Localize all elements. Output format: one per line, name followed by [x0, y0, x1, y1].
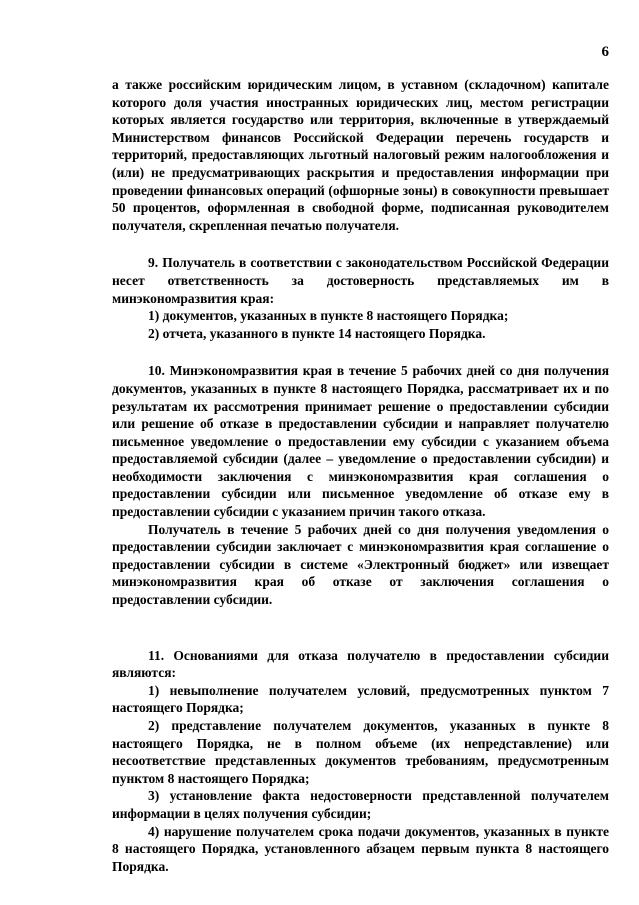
- paragraph-item-9-1: 1) документов, указанных в пункте 8 настоящего Порядка;: [148, 308, 509, 324]
- paragraph-item-11: 11. Основаниями для отказа получателю в предоставлении субсидии являются:: [112, 647, 609, 681]
- paragraph-item-11-1: 1) невыполнение получателем условий, предусмотренных пунктом 7 настоящего Порядка;: [112, 682, 609, 716]
- paragraph-continuation: а также российским юридическим лицом, в уставном (складочном) капитале которого доля участия иностранных юридических лиц, местом регистрации которых является государство или территория, включенные в утверждаемый Министерством финансов Российской Федерации перечень государств и территорий, предоставляющих льготный налоговый режим налогообложения и (или) не предусматривающих раскрытия и предоставления информации при проведении финансовых операций (офшорные зоны) в совокупности превышает 50 процентов, оформленная в свободной форме, подписанная руководителем получателя, скрепленная печатью получателя.: [112, 77, 609, 233]
- paragraph-item-11-3: 3) установление факта недостоверности представленной получателем информации в целях получения субсидии;: [112, 788, 609, 821]
- paragraph-item-10: 10. Минэкономразвития края в течение 5 рабочих дней со дня получения документов, указанных в пункте 8 настоящего Порядка, рассматривает их и по результатам их рассмотрения принимает решение о предоставлении субсидии или решение об отказе в предоставлении субсидии и направляет получателю письменное уведомление о предоставлении ему субсидии с указанием объема предоставляемой субсидии (далее – уведомление о предоставлении субсидии) и необходимости заключения с минэкономразвития края соглашения о предоставлении субсидии или письменное уведомление об отказе ему в предоставлении субсидии с указанием причин такого отказа.: [112, 363, 609, 520]
- paragraph-item-11-4: 4) нарушение получателем срока подачи документов, указанных в пункте 8 настоящего Порядка, установленного абзацем первым пункта 8 настоящего Порядка.: [112, 823, 609, 874]
- paragraph-item-9: 9. Получатель в соответствии с законодательством Российской Федерации несет ответственность за достоверность представляемых им в минэкономразвития края:: [112, 255, 609, 306]
- document-body: [112, 76, 609, 875]
- page-number: 6: [601, 44, 609, 60]
- paragraph-item-9-2: 2) отчета, указанного в пункте 14 настоящего Порядка.: [148, 325, 486, 341]
- paragraph-item-10-recipient: Получатель в течение 5 рабочих дней со дня получения уведомления о предоставлении субсидии заключает с минэкономразвития края соглашение о предоставлении субсидии в системе «Электронный бюджет» или извещает минэкономразвития края об отказе от заключения соглашения о предоставлении субсидии.: [112, 521, 609, 608]
- paragraph-item-11-2: 2) представление получателем документов, указанных в пункте 8 настоящего Порядка, не в полном объеме (их непредставление) или несоответствие представленных документов требованиям, предусмотренным пунктом 8 настоящего Порядка;: [112, 718, 609, 786]
